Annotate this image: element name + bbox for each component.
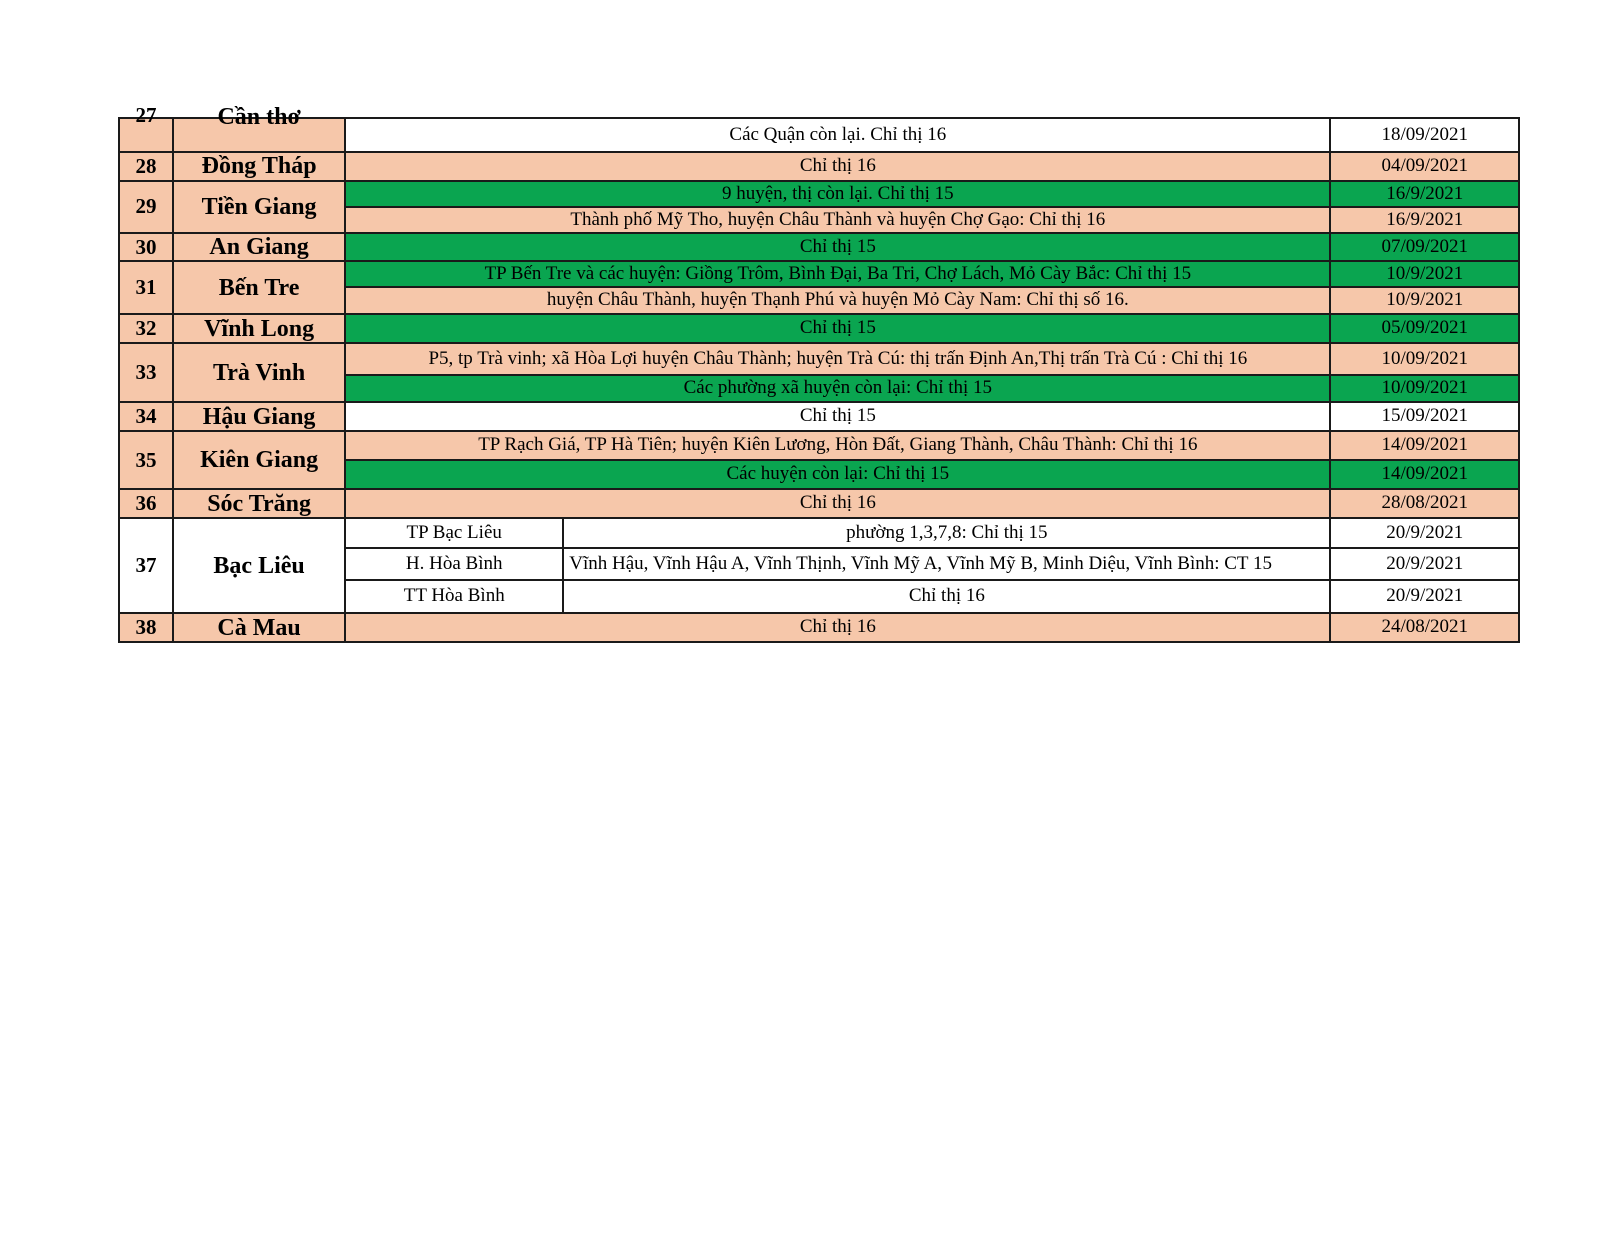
district-name: TP Bạc Liêu — [345, 518, 563, 548]
table-row — [119, 518, 1519, 548]
province-name: Bạc Liêu — [173, 518, 345, 613]
area-directive: Vĩnh Hậu, Vĩnh Hậu A, Vĩnh Thịnh, Vĩnh Mỹ A, Vĩnh Mỹ B, Minh Diệu, Vĩnh Bình: CT 15 — [563, 548, 1330, 580]
district-name: H. Hòa Bình — [345, 548, 563, 580]
row-number: 30 — [119, 233, 173, 261]
province-name: Đồng Tháp — [173, 152, 345, 181]
area-directive: Các phường xã huyện còn lại: Chỉ thị 15 — [345, 375, 1330, 402]
effective-date: 07/09/2021 — [1330, 233, 1519, 261]
table-row — [119, 152, 1519, 181]
province-directive-table — [118, 103, 1520, 643]
effective-date: 20/9/2021 — [1330, 518, 1519, 548]
effective-date: 10/9/2021 — [1330, 287, 1519, 314]
area-directive: Các Quận còn lại. Chỉ thị 16 — [345, 118, 1330, 152]
effective-date: 15/09/2021 — [1330, 402, 1519, 431]
effective-date: 24/08/2021 — [1330, 613, 1519, 642]
effective-date: 20/9/2021 — [1330, 548, 1519, 580]
row-number: 36 — [119, 489, 173, 518]
row-number: 27 — [119, 118, 173, 152]
effective-date: 04/09/2021 — [1330, 152, 1519, 181]
area-directive: TP Bến Tre và các huyện: Giồng Trôm, Bình Đại, Ba Tri, Chợ Lách, Mỏ Cày Bắc: Chỉ thị 15 — [345, 261, 1330, 287]
area-directive: Các huyện còn lại: Chỉ thị 15 — [345, 460, 1330, 489]
effective-date: 05/09/2021 — [1330, 314, 1519, 343]
area-directive: Chỉ thị 15 — [345, 402, 1330, 431]
province-name: Trà Vinh — [173, 343, 345, 402]
area-directive: 9 huyện, thị còn lại. Chỉ thị 15 — [345, 181, 1330, 207]
row-number: 29 — [119, 181, 173, 233]
effective-date: 10/09/2021 — [1330, 375, 1519, 402]
table-row — [119, 489, 1519, 518]
row-number: 33 — [119, 343, 173, 402]
area-directive: Chỉ thị 16 — [345, 613, 1330, 642]
table-row — [119, 402, 1519, 431]
province-name: Cần thơ — [173, 118, 345, 152]
row-number: 35 — [119, 431, 173, 489]
row-number: 31 — [119, 261, 173, 314]
area-directive: P5, tp Trà vinh; xã Hòa Lợi huyện Châu Thành; huyện Trà Cú: thị trấn Định An,Thị trấn Trà Cú : Chỉ thị 16 — [345, 343, 1330, 375]
row-number: 37 — [119, 518, 173, 613]
effective-date: 16/9/2021 — [1330, 207, 1519, 233]
province-name: Hậu Giang — [173, 402, 345, 431]
row-number: 32 — [119, 314, 173, 343]
row-number: 28 — [119, 152, 173, 181]
province-name: Kiên Giang — [173, 431, 345, 489]
effective-date: 14/09/2021 — [1330, 431, 1519, 460]
province-name: Vĩnh Long — [173, 314, 345, 343]
table-row — [119, 118, 1519, 152]
table-row — [119, 261, 1519, 287]
area-directive: Chỉ thị 16 — [345, 489, 1330, 518]
province-name: Sóc Trăng — [173, 489, 345, 518]
province-name: Bến Tre — [173, 261, 345, 314]
area-directive: phường 1,3,7,8: Chỉ thị 15 — [563, 518, 1330, 548]
data-table — [118, 103, 1520, 643]
table-row — [119, 314, 1519, 343]
area-directive: Chỉ thị 16 — [563, 580, 1330, 613]
effective-date: 10/09/2021 — [1330, 343, 1519, 375]
effective-date: 10/9/2021 — [1330, 261, 1519, 287]
province-name: Tiền Giang — [173, 181, 345, 233]
area-directive: Chỉ thị 15 — [345, 314, 1330, 343]
area-directive: Chỉ thị 16 — [345, 152, 1330, 181]
province-name: An Giang — [173, 233, 345, 261]
effective-date: 14/09/2021 — [1330, 460, 1519, 489]
row-number: 38 — [119, 613, 173, 642]
area-directive: Thành phố Mỹ Tho, huyện Châu Thành và huyện Chợ Gạo: Chỉ thị 16 — [345, 207, 1330, 233]
table-row — [119, 233, 1519, 261]
table-row — [119, 613, 1519, 642]
effective-date: 20/9/2021 — [1330, 580, 1519, 613]
row-number: 34 — [119, 402, 173, 431]
area-directive: Chỉ thị 15 — [345, 233, 1330, 261]
effective-date: 28/08/2021 — [1330, 489, 1519, 518]
area-directive: huyện Châu Thành, huyện Thạnh Phú và huyện Mỏ Cày Nam: Chỉ thị số 16. — [345, 287, 1330, 314]
table-row — [119, 343, 1519, 375]
effective-date: 16/9/2021 — [1330, 181, 1519, 207]
table-row — [119, 431, 1519, 460]
area-directive: TP Rạch Giá, TP Hà Tiên; huyện Kiên Lương, Hòn Đất, Giang Thành, Châu Thành: Chỉ thị 16 — [345, 431, 1330, 460]
table-row — [119, 181, 1519, 207]
effective-date: 18/09/2021 — [1330, 118, 1519, 152]
province-name: Cà Mau — [173, 613, 345, 642]
district-name: TT Hòa Bình — [345, 580, 563, 613]
